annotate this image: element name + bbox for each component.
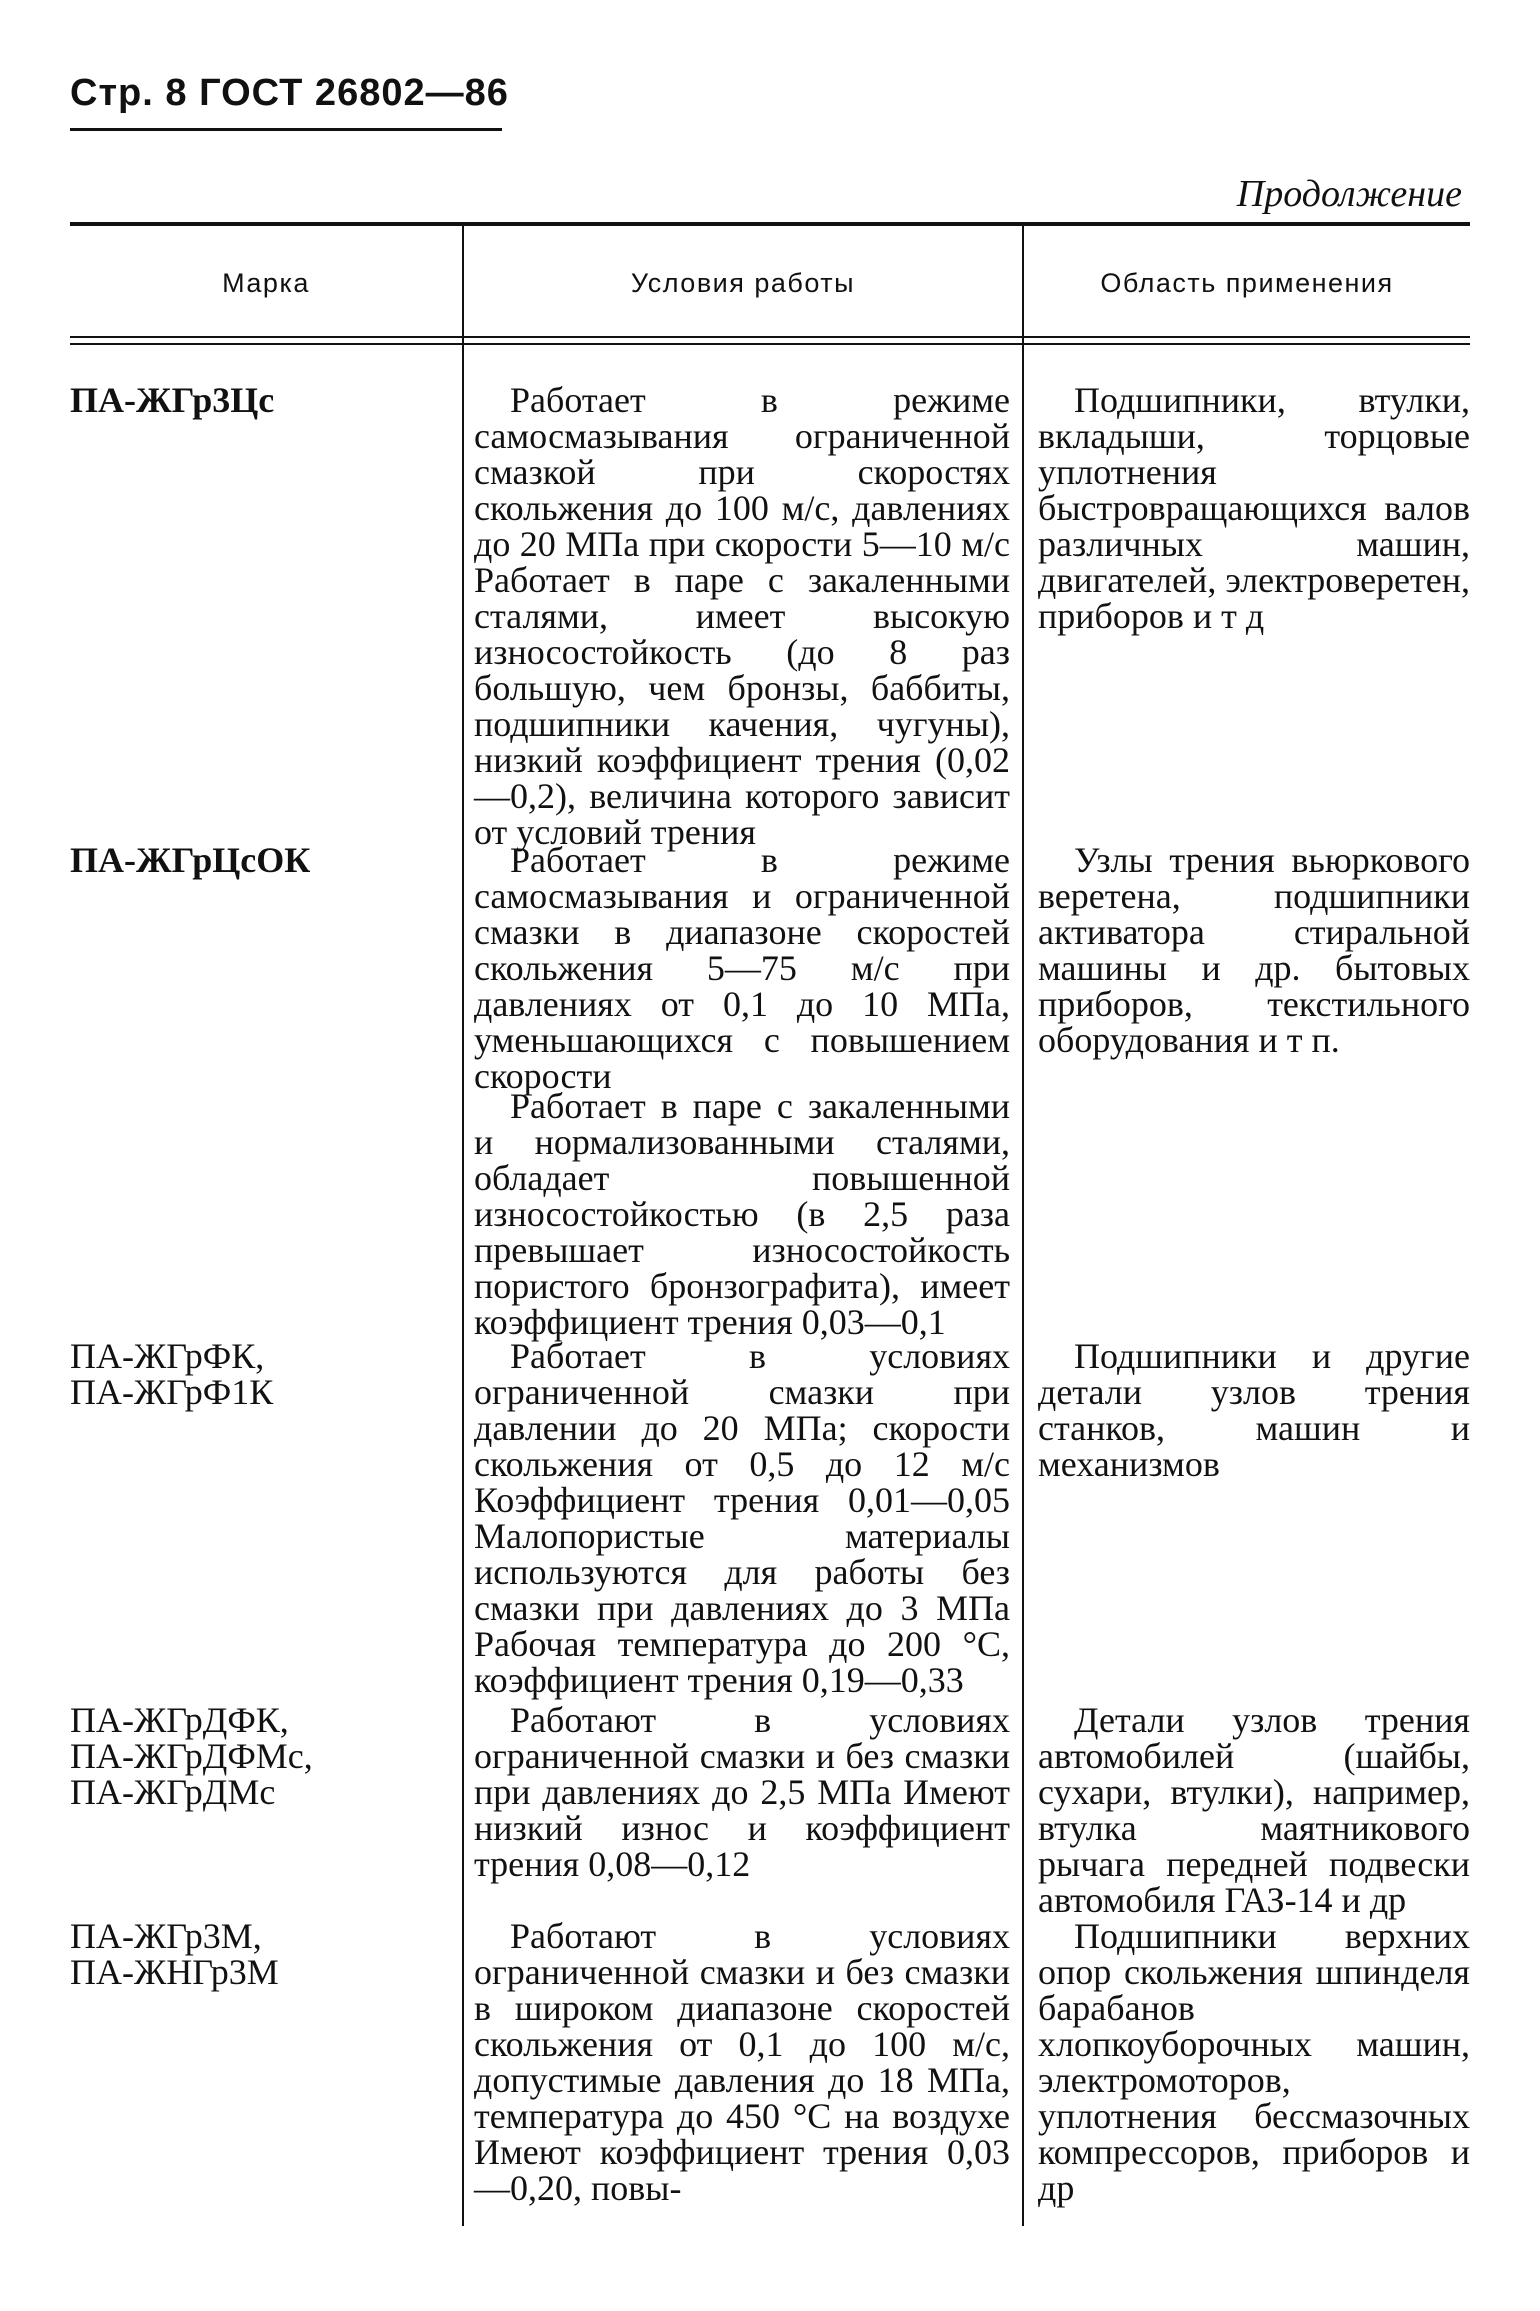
column-header-application: Область применения <box>1100 268 1394 298</box>
row-2-conditions: Работает в режиме самосмазывания и ограниченной смазки в диапазоне скоростей скольжения 5—75 м/с при давлениях от 0,1 до 10 МПа, уменьшающихся с повышением скорости <box>474 840 1010 1096</box>
row-1-conditions: Работает в режиме самосмазывания ограниченной смазкой при скоростях скольжения до 100 м/с, давлениях до 20 МПа при скорости 5—10 м/с Работает в паре с закаленными сталями, имеет высокую износостойкость (до 8 раз большую, чем бронзы, баббиты, подшипники качения, чугуны), низкий коэффициент трения (0,02—0,2), величина которого зависит от условий трения <box>474 380 1010 852</box>
column-header-mark: Марка <box>222 268 310 298</box>
row-3-application: Подшипники и другие детали узлов трения станков, машин и механизмов <box>1038 1336 1470 1484</box>
row-4-conditions: Работают в условиях ограниченной смазки и без смазки при давлениях до 2,5 МПа Имеют низкий износ и коэффициент трения 0,08—0,12 <box>474 1700 1010 1884</box>
column-header-conditions: Условия работы <box>630 268 856 298</box>
row-5-mark-line-2: ПА-ЖНГр3М <box>70 1952 279 1992</box>
column-divider-1 <box>462 226 464 2226</box>
row-5-mark <box>70 1918 279 1990</box>
continuation-label: Продолжение <box>1236 173 1462 215</box>
row-5-application: Подшипники верхних опор скольжения шпинделя барабанов хлопкоуборочных машин, электромоторов, уплотнения бессмазочных компрессоров, приборов и др <box>1038 1916 1470 2208</box>
row-1-mark: ПА-ЖГр3Цс <box>70 380 275 420</box>
row-1-application: Подшипники, втулки, вкладыши, торцовые уплотнения быстровращающихся валов различных машин, двигателей, электроверетен, приборов и т д <box>1038 380 1470 636</box>
row-2-application: Узлы трения вьюркового веретена, подшипники активатора стиральной машины и др. бытовых приборов, текстильного оборудования и т п. <box>1038 840 1470 1060</box>
row-5-conditions: Работают в условиях ограниченной смазки и без смазки в широком диапазоне скоростей скольжения от 0,1 до 100 м/с, допустимые давления до 18 МПа, температура до 450 °С на воздухе Имеют коэффициент трения 0,03—0,20, повы- <box>474 1916 1010 2208</box>
row-3-mark-line-2: ПА-ЖГрФ1К <box>70 1372 274 1412</box>
row-4-application: Детали узлов трения автомобилей (шайбы, сухари, втулки), например, втулка маятникового рычага передней подвески автомобиля ГАЗ-14 и др <box>1038 1700 1470 1920</box>
table-header-rule-1 <box>70 336 1470 338</box>
row-4-mark-line-2: ПА-ЖГрДФМс, <box>70 1736 313 1776</box>
row-4-mark <box>70 1702 313 1810</box>
row-2-mark: ПА-ЖГрЦсОК <box>70 840 311 880</box>
table-header-rule-2 <box>70 343 1470 345</box>
row-4-mark-line-3: ПА-ЖГрДМс <box>70 1772 276 1812</box>
column-divider-2 <box>1022 226 1024 2226</box>
row-3-mark-line-1: ПА-ЖГрФК, <box>70 1336 265 1376</box>
row-3-mark <box>70 1338 273 1410</box>
row-4-mark-line-1: ПА-ЖГрДФК, <box>70 1700 289 1740</box>
header-underline <box>70 128 502 131</box>
row-2-conditions-continued: Работает в паре с закаленными и нормализованными сталями, обладает повышенной износостойкостью (в 2,5 раза превышает износостойкость пористого бронзографита), имеет коэффициент трения 0,03—0,1 <box>474 1086 1010 1342</box>
table-top-rule <box>70 222 1470 226</box>
page-header: Стр. 8 ГОСТ 26802—86 <box>70 72 509 114</box>
row-3-conditions: Работает в условиях ограниченной смазки при давлении до 20 МПа; скорости скольжения от 0,5 до 12 м/с Коэффициент трения 0,01—0,05 Малопористые материалы используются для работы без смазки при давлениях до 3 МПа Рабочая температура до 200 °С, коэффициент трения 0,19—0,33 <box>474 1336 1010 1700</box>
row-5-mark-line-1: ПА-ЖГр3М, <box>70 1916 262 1956</box>
